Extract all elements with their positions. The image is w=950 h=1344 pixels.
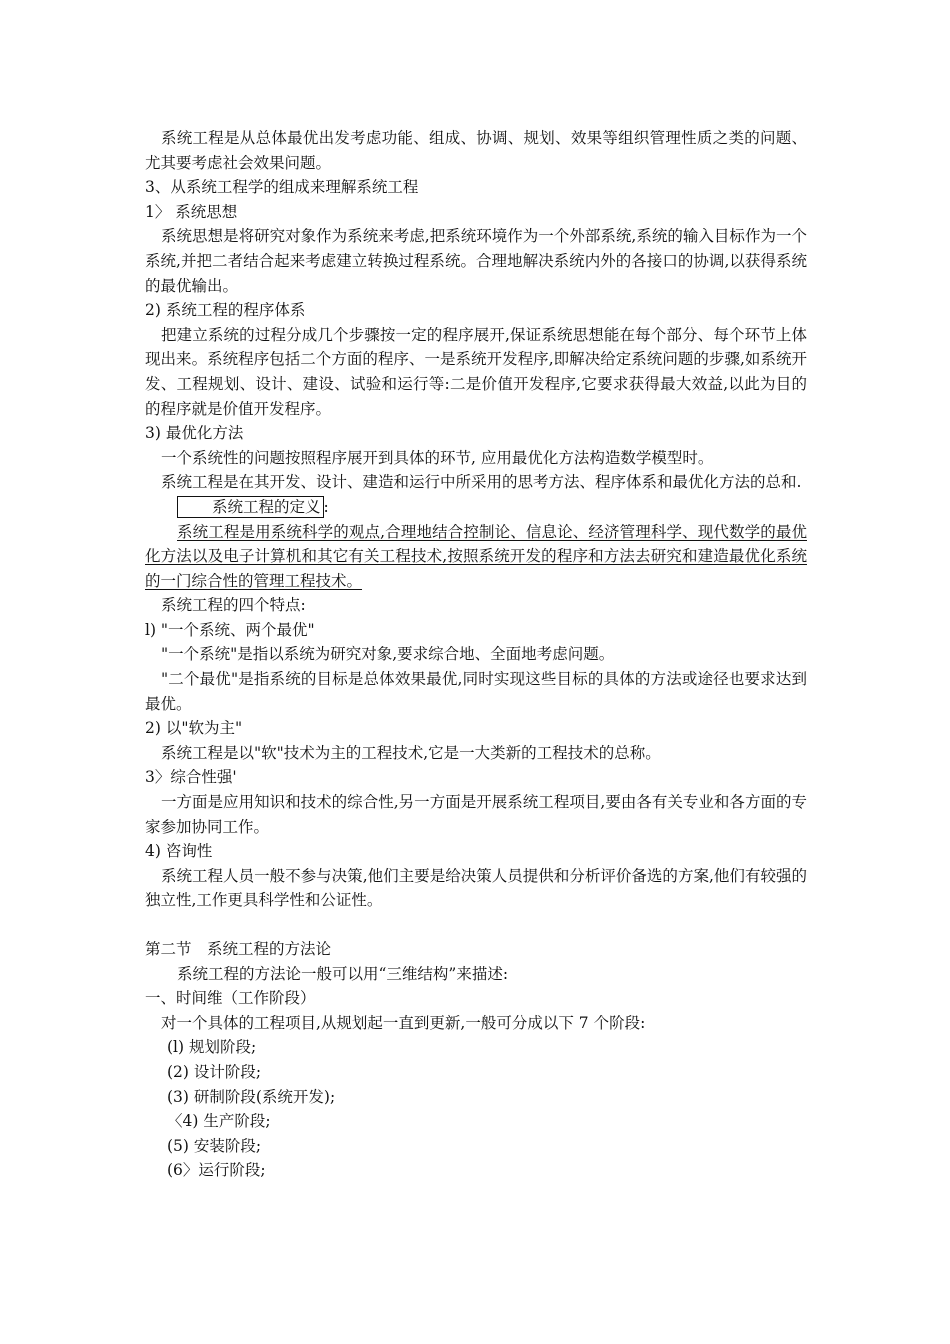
stage-item: (3) 研制阶段(系统开发); bbox=[167, 1087, 336, 1106]
definition-colon: : bbox=[323, 497, 329, 516]
feature-3-heading: 3〉综合性强' bbox=[145, 768, 237, 787]
definition-title-line bbox=[145, 495, 807, 520]
feature-2-text: 系统工程是以"软"技术为主的工程技术,它是一大类新的工程技术的总称。 bbox=[161, 743, 661, 762]
feature-3-text: 一方面是应用知识和技术的综合性,另一方面是开展系统工程项目,要由各有关专业和各方面的专家参加协同工作。 bbox=[145, 793, 807, 836]
section-2-heading: 第二节 系统工程的方法论 bbox=[145, 940, 332, 958]
intro-paragraph: 系统工程是从总体最优出发考虑功能、组成、协调、规划、效果等组织管理性质之类的问题、尤其要考虑社会效果问题。 bbox=[145, 129, 807, 172]
feature-1-text-b: "二个最优"是指系统的目标是总体效果最优,同时实现这些目标的具体的方法或途径也要求达到最优。 bbox=[145, 670, 807, 713]
feature-1-heading: l) "一个系统、两个最优" bbox=[145, 620, 315, 639]
paragraph-summary: 系统工程是在其开发、设计、建造和运行中所采用的思考方法、程序体系和最优化方法的总和. bbox=[161, 473, 802, 492]
stage-item: (2) 设计阶段; bbox=[167, 1062, 262, 1081]
definition-body: 系统工程是用系统科学的观点,合理地结合控制论、信息论、经济管理科学、现代数学的最优化方法以及电子计算机和其它有关工程技术,按照系统开发的程序和方法去研究和建造最优化系统的一门综合性的管理工程技术。 bbox=[145, 522, 807, 590]
definition-title: 系统工程的定义 bbox=[177, 496, 324, 518]
definition-paragraph bbox=[145, 520, 807, 594]
paragraph-program-system: 把建立系统的过程分成几个步骤按一定的程序展开,保证系统思想能在每个部分、每个环节上体现出来。系统程序包括二个方面的程序、一是系统开发程序,即解决给定系统问题的步骤,如系统开发、工程规划、设计、建设、试验和运行等:二是价值开发程序,它要求获得最大效益,以此为目的的程序就是价值开发程序。 bbox=[145, 325, 807, 418]
dimension-1-text: 对一个具体的工程项目,从规划起一直到更新,一般可分成以下 7 个阶段: bbox=[161, 1013, 646, 1032]
stage-item: (l) 规划阶段; bbox=[167, 1038, 257, 1057]
feature-2-heading: 2) 以"软为主" bbox=[145, 719, 243, 738]
dimension-1-heading: 一、时间维（工作阶段） bbox=[145, 989, 316, 1008]
stage-item: (5) 安装阶段; bbox=[167, 1136, 262, 1155]
feature-4-text: 系统工程人员一般不参与决策,他们主要是给决策人员提供和分析评价备选的方案,他们有较强的独立性,工作更具科学性和公证性。 bbox=[145, 866, 807, 910]
subheading-system-thought: 1〉 系统思想 bbox=[145, 202, 238, 221]
section-heading-3: 3、从系统工程学的组成来理解系统工程 bbox=[145, 178, 419, 197]
document-page bbox=[145, 126, 807, 1183]
four-features-title: 系统工程的四个特点: bbox=[161, 596, 306, 615]
spacer bbox=[145, 913, 807, 937]
stage-item: 〈4) 生产阶段; bbox=[167, 1112, 271, 1131]
subheading-program-system: 2) 系统工程的程序体系 bbox=[145, 301, 306, 320]
subheading-optimization: 3) 最优化方法 bbox=[145, 424, 244, 443]
section-2-intro: 系统工程的方法论一般可以用“三维结构”来描述: bbox=[177, 964, 509, 983]
paragraph-optimization: 一个系统性的问题按照程序展开到具体的环节, 应用最优化方法构造数学模型时。 bbox=[161, 448, 714, 467]
paragraph-system-thought: 系统思想是将研究对象作为系统来考虑,把系统环境作为一个外部系统,系统的输入目标作为一个系统,并把二者结合起来考虑建立转换过程系统。合理地解决系统内外的各接口的协调,以获得系统的最优输出。 bbox=[145, 227, 807, 295]
feature-1-text-a: "一个系统"是指以系统为研究对象,要求综合地、全面地考虑问题。 bbox=[161, 645, 615, 664]
feature-4-heading: 4) 咨询性 bbox=[145, 842, 213, 861]
stage-item: (6〉运行阶段; bbox=[167, 1161, 266, 1180]
